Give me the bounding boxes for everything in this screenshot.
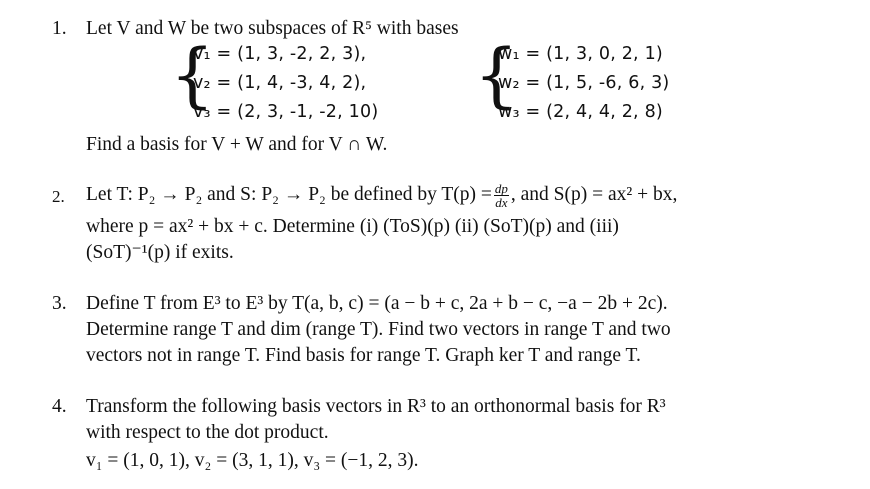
q2-line2: where p = ax² + bx + c. Determine (i) (ToS)(p) (ii) (SoT)(p) and (iii)	[86, 216, 619, 237]
q4-number: 4.	[52, 396, 67, 417]
q2-line1-part-a: Let T: P₂ → P₂ and S: P₂ → P₂ be defined by T(p) =	[86, 184, 492, 205]
q2-number: 2.	[52, 187, 65, 206]
basis-w2: w₂ = (1, 5, -6, 6, 3)	[498, 73, 670, 93]
q1-intro: Let V and W be two subspaces of R⁵ with bases	[86, 18, 459, 39]
q3-line3: vectors not in range T. Find basis for range T. Graph ker T and range T.	[86, 345, 641, 366]
q3-line1: Define T from E³ to E³ by T(a, b, c) = (a − b + c, 2a + b − c, −a − 2b + 2c).	[86, 293, 668, 314]
q4-line2: with respect to the dot product.	[86, 422, 329, 443]
derivative-fraction	[494, 182, 509, 209]
q1-task: Find a basis for V + W and for V ∩ W.	[86, 134, 388, 155]
basis-w3: w₃ = (2, 4, 4, 2, 8)	[498, 102, 663, 122]
basis-v3: v₃ = (2, 3, -1, -2, 10)	[193, 102, 379, 122]
fraction-numerator: dp	[494, 181, 508, 197]
q4-line3: v₁ = (1, 0, 1), v₂ = (3, 1, 1), v₃ = (−1, 2, 3).	[86, 450, 419, 471]
basis-v2: v₂ = (1, 4, -3, 4, 2),	[193, 73, 367, 93]
basis-v1: v₁ = (1, 3, -2, 2, 3),	[193, 44, 367, 64]
q3-line2: Determine range T and dim (range T). Find two vectors in range T and two	[86, 319, 671, 340]
q4-line1: Transform the following basis vectors in R³ to an orthonormal basis for R³	[86, 396, 666, 417]
q1-number: 1.	[52, 18, 67, 39]
q3-number: 3.	[52, 293, 67, 314]
left-brace-V: {	[170, 34, 215, 116]
q2-line1-part-b: , and S(p) = ax² + bx,	[510, 184, 678, 205]
left-brace-W: {	[474, 34, 519, 116]
fraction-denominator: dx	[495, 195, 508, 211]
basis-w1: w₁ = (1, 3, 0, 2, 1)	[498, 44, 663, 64]
q2-line1	[86, 182, 677, 209]
q2-line3: (SoT)⁻¹(p) if exits.	[86, 242, 234, 263]
